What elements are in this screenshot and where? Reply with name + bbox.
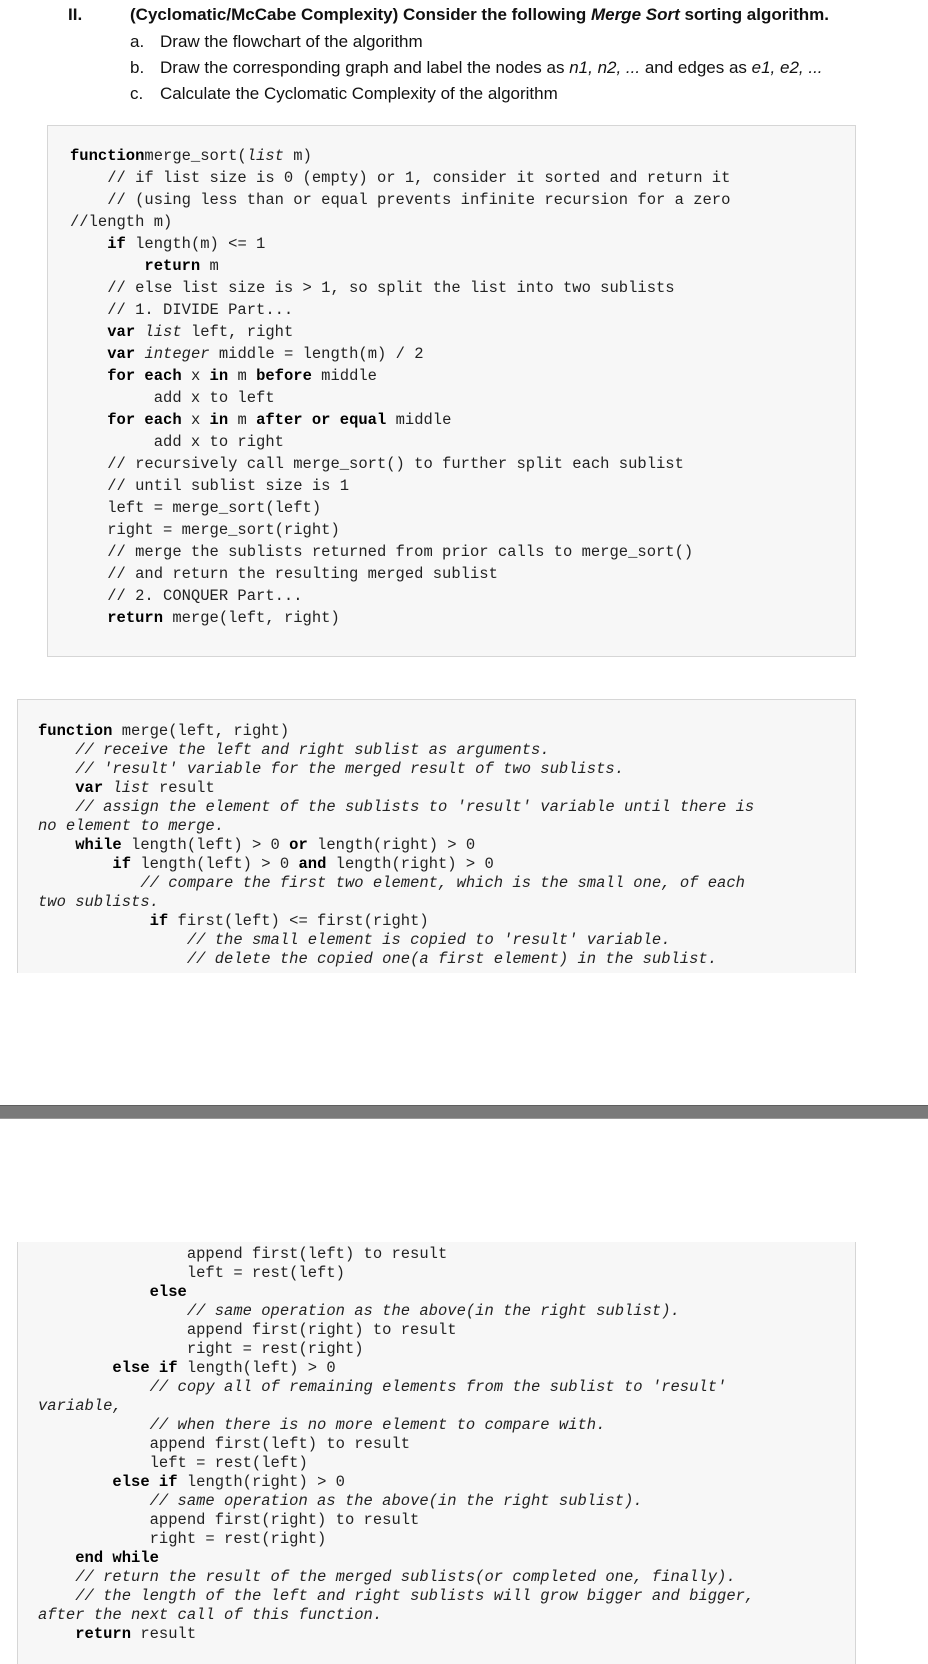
code-line xyxy=(38,1473,754,1492)
code-keyword: if xyxy=(149,912,169,930)
item-text: Calculate the Cyclomatic Complexity of the algorithm xyxy=(160,84,558,103)
code-line xyxy=(70,387,730,409)
code-keyword: var xyxy=(107,323,136,341)
code-italic: // 'result' variable for the merged result of two sublists. xyxy=(75,760,625,778)
code-line xyxy=(38,760,754,779)
item-b xyxy=(130,58,823,78)
code-line xyxy=(38,1492,754,1511)
code-text: merge(left, right) xyxy=(112,722,290,740)
code-line xyxy=(38,1321,754,1340)
code-keyword: for each xyxy=(107,367,182,385)
code-keyword: else xyxy=(149,1283,187,1301)
code-keyword: else if xyxy=(112,1359,178,1377)
code-text: add x to left xyxy=(70,389,275,407)
code-line xyxy=(38,1397,754,1416)
code-keyword: return xyxy=(144,257,201,275)
code-line xyxy=(38,855,754,874)
code-text: // recursively call merge_sort() to further split each sublist xyxy=(70,455,684,473)
code-line xyxy=(70,277,730,299)
item-letter: b. xyxy=(130,58,145,77)
merge-sort-code-box xyxy=(47,125,856,657)
code-italic: // when there is no more element to compare with. xyxy=(149,1416,606,1434)
code-text xyxy=(70,367,107,385)
code-line xyxy=(38,722,754,741)
code-line xyxy=(38,1549,754,1568)
code-line xyxy=(70,585,730,607)
item-edges: e1, e2, ... xyxy=(751,58,823,77)
code-line xyxy=(70,541,730,563)
code-text: merge(left, right) xyxy=(163,609,340,627)
code-italic: // same operation as the above(in the right sublist). xyxy=(186,1302,680,1320)
code-line xyxy=(70,475,730,497)
code-text: // if list size is 0 (empty) or 1, consider it sorted and return it xyxy=(70,169,731,187)
code-italic: // the length of the left and right sublists will grow bigger and bigger, xyxy=(75,1587,755,1605)
code-text: length(right) > 0 xyxy=(307,836,476,854)
code-text: length(left) > 0 xyxy=(131,855,299,873)
code-text xyxy=(38,912,150,930)
code-text xyxy=(70,411,107,429)
code-italic: after the next call of this function. xyxy=(38,1606,383,1624)
code-keyword: after or equal xyxy=(256,411,387,429)
code-italic: // return the result of the merged sublists(or completed one, finally). xyxy=(75,1568,736,1586)
code-line xyxy=(70,431,730,453)
code-text: middle xyxy=(386,411,452,429)
code-italic: list xyxy=(112,779,150,797)
code-line xyxy=(70,607,730,629)
code-text: right = rest(right) xyxy=(38,1530,327,1548)
code-keyword: function xyxy=(70,147,145,165)
code-line xyxy=(38,779,754,798)
code-italic: two sublists. xyxy=(38,893,159,911)
code-text xyxy=(70,345,107,363)
code-keyword: in xyxy=(209,367,229,385)
code-text xyxy=(70,235,107,253)
code-text: // (using less than or equal prevents infinite recursion for a zero xyxy=(70,191,731,209)
code-line xyxy=(70,255,730,277)
code-line xyxy=(70,189,730,211)
code-text xyxy=(38,874,140,892)
item-text-mid: and edges as xyxy=(640,58,752,77)
code-text xyxy=(70,323,107,341)
code-line xyxy=(38,1264,754,1283)
code-text: m) xyxy=(283,147,312,165)
code-italic: // compare the first two element, which is the small one, of each xyxy=(140,874,745,892)
code-italic: // same operation as the above(in the right sublist). xyxy=(149,1492,643,1510)
code-text: middle = length(m) / 2 xyxy=(209,345,424,363)
code-text: append first(left) to result xyxy=(38,1245,448,1263)
code-line xyxy=(70,453,730,475)
code-text: add x to right xyxy=(70,433,284,451)
code-line xyxy=(38,1511,754,1530)
code-text: length(left) > 0 xyxy=(177,1359,336,1377)
code-line xyxy=(70,321,730,343)
code-text: append first(right) to result xyxy=(38,1321,457,1339)
code-line xyxy=(38,1359,754,1378)
code-text xyxy=(38,1359,112,1377)
title-prefix: (Cyclomatic/McCabe Complexity) Consider the following xyxy=(130,5,591,24)
code-italic: integer xyxy=(144,345,210,363)
merge-code-box-part1 xyxy=(17,699,856,973)
code-text xyxy=(38,760,75,778)
code-line xyxy=(38,1416,754,1435)
code-text xyxy=(38,1587,75,1605)
code-keyword: and xyxy=(298,855,327,873)
code-text xyxy=(38,1549,75,1567)
code-text: first(left) <= first(right) xyxy=(168,912,429,930)
page-separator xyxy=(0,1105,928,1119)
code-line xyxy=(38,817,754,836)
code-text xyxy=(38,950,187,968)
code-text xyxy=(38,931,187,949)
code-text xyxy=(70,609,107,627)
code-italic: no element to merge. xyxy=(38,817,225,835)
code-text: //length m) xyxy=(70,213,173,231)
code-line xyxy=(70,497,730,519)
title-suffix: sorting algorithm. xyxy=(679,5,829,24)
code-text: merge_sort( xyxy=(144,147,247,165)
code-line xyxy=(38,1606,754,1625)
code-text: x xyxy=(181,411,210,429)
code-line xyxy=(38,1530,754,1549)
code-line xyxy=(38,1340,754,1359)
code-line xyxy=(38,1435,754,1454)
code-line xyxy=(38,798,754,817)
code-keyword: before xyxy=(256,367,312,385)
code-text: left, right xyxy=(181,323,294,341)
code-text: length(right) > 0 xyxy=(177,1473,345,1491)
code-keyword: var xyxy=(107,345,136,363)
code-italic: // receive the left and right sublist as arguments. xyxy=(75,741,550,759)
item-text: Draw the flowchart of the algorithm xyxy=(160,32,423,51)
code-keyword: for each xyxy=(107,411,182,429)
item-a xyxy=(130,32,423,52)
code-keyword: return xyxy=(107,609,164,627)
merge-sort-code xyxy=(70,145,730,629)
code-keyword: or xyxy=(289,836,308,854)
code-line xyxy=(38,1245,754,1264)
code-text: x xyxy=(181,367,210,385)
code-line xyxy=(38,893,754,912)
code-keyword: var xyxy=(75,779,104,797)
item-nodes: n1, n2, ... xyxy=(569,58,641,77)
code-line xyxy=(38,836,754,855)
code-text: left = merge_sort(left) xyxy=(70,499,322,517)
code-text xyxy=(38,1568,75,1586)
item-letter: c. xyxy=(130,84,144,103)
code-text xyxy=(38,741,75,759)
code-italic: // copy all of remaining elements from the sublist to 'result' xyxy=(149,1378,727,1396)
code-line xyxy=(70,365,730,387)
question-number: II. xyxy=(68,5,83,24)
code-text: // else list size is > 1, so split the list into two sublists xyxy=(70,279,675,297)
code-text: // until sublist size is 1 xyxy=(70,477,350,495)
question-title xyxy=(130,5,829,25)
code-text: append first(right) to result xyxy=(38,1511,420,1529)
code-line xyxy=(38,1587,754,1606)
code-keyword: else if xyxy=(112,1473,178,1491)
code-text xyxy=(38,779,75,797)
code-text: // 2. CONQUER Part... xyxy=(70,587,303,605)
code-line xyxy=(70,167,730,189)
item-letter: a. xyxy=(130,32,145,51)
code-text: length(right) > 0 xyxy=(326,855,494,873)
code-keyword: function xyxy=(38,722,113,740)
code-text: left = rest(left) xyxy=(38,1264,345,1282)
code-text xyxy=(38,798,75,816)
code-line xyxy=(70,519,730,541)
code-text: // and return the resulting merged sublist xyxy=(70,565,498,583)
code-line xyxy=(70,563,730,585)
code-line xyxy=(38,931,754,950)
code-text: m xyxy=(228,367,257,385)
code-text xyxy=(38,1302,187,1320)
code-text: length(m) <= 1 xyxy=(125,235,266,253)
merge-code-box-part2 xyxy=(17,1242,856,1664)
code-text: result xyxy=(131,1625,197,1643)
code-text: result xyxy=(149,779,215,797)
code-text xyxy=(70,257,144,275)
code-keyword: while xyxy=(75,836,122,854)
item-text-prefix: Draw the corresponding graph and label the nodes as xyxy=(160,58,570,77)
code-italic: // delete the copied one(a first element) in the sublist. xyxy=(186,950,718,968)
title-italic: Merge Sort xyxy=(590,5,680,24)
code-italic: // assign the element of the sublists to 'result' variable until there is xyxy=(75,798,755,816)
code-line xyxy=(38,1625,754,1644)
code-line xyxy=(38,912,754,931)
code-text: middle xyxy=(311,367,377,385)
code-line xyxy=(38,1454,754,1473)
code-line xyxy=(70,233,730,255)
code-italic: // the small element is copied to 'result' variable. xyxy=(186,931,671,949)
code-text xyxy=(38,1492,150,1510)
code-text: m xyxy=(200,257,219,275)
code-line xyxy=(38,1302,754,1321)
code-text: right = rest(right) xyxy=(38,1340,364,1358)
code-italic: list xyxy=(246,147,284,165)
item-c xyxy=(130,84,558,104)
code-text: append first(left) to result xyxy=(38,1435,411,1453)
code-text xyxy=(38,1378,150,1396)
code-line xyxy=(38,1378,754,1397)
code-text xyxy=(38,855,112,873)
code-text: // merge the sublists returned from prior calls to merge_sort() xyxy=(70,543,694,561)
code-line xyxy=(38,950,754,969)
code-text xyxy=(38,1625,75,1643)
code-line xyxy=(38,1568,754,1587)
code-text xyxy=(38,1283,150,1301)
code-line xyxy=(70,409,730,431)
merge-code-part1 xyxy=(38,722,754,969)
code-line xyxy=(38,1283,754,1302)
code-text: length(left) > 0 xyxy=(121,836,290,854)
code-line xyxy=(38,874,754,893)
code-keyword: if xyxy=(107,235,126,253)
code-line xyxy=(70,343,730,365)
code-keyword: end while xyxy=(75,1549,159,1567)
code-text: m xyxy=(228,411,257,429)
code-text: // 1. DIVIDE Part... xyxy=(70,301,294,319)
code-text: right = merge_sort(right) xyxy=(70,521,340,539)
code-italic: list xyxy=(144,323,182,341)
code-italic: variable, xyxy=(38,1397,122,1415)
code-text xyxy=(38,1416,150,1434)
merge-code-part2 xyxy=(38,1245,754,1644)
code-text xyxy=(38,1473,112,1491)
code-line xyxy=(70,299,730,321)
code-text: left = rest(left) xyxy=(38,1454,308,1472)
code-text xyxy=(38,836,75,854)
code-keyword: if xyxy=(112,855,132,873)
code-keyword: return xyxy=(75,1625,132,1643)
code-line xyxy=(70,211,730,233)
code-line xyxy=(70,145,730,167)
code-line xyxy=(38,741,754,760)
code-keyword: in xyxy=(209,411,229,429)
